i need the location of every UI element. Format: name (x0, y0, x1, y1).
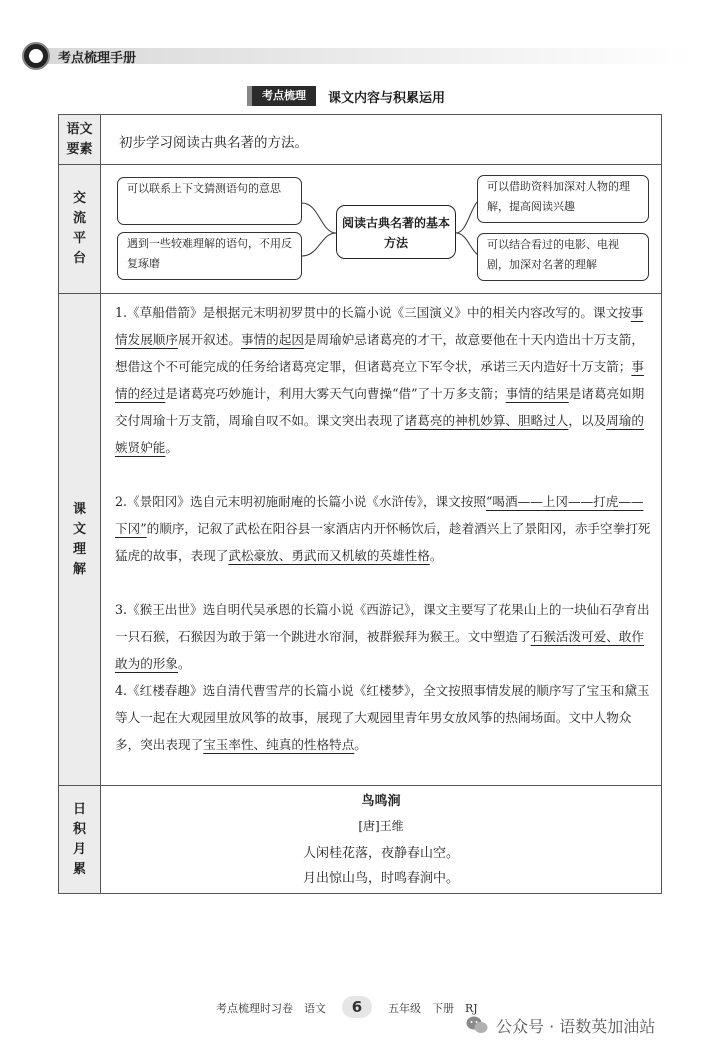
understanding-item-1 (115, 299, 655, 461)
brand-logo-icon (22, 42, 50, 70)
understanding-item-4 (115, 677, 655, 758)
text-run: 展开叙述。 (177, 332, 241, 347)
footer-left: 考点梳理时习卷 语文 (216, 1002, 326, 1015)
mindmap-left-node-2: 遇到一些较难理解的语句，不用反复琢磨 (117, 232, 302, 280)
section-title: 课文内容与积累运用 (328, 91, 446, 106)
row-label-accumulate: 日积月累 (59, 786, 101, 893)
poem-author: [唐]王维 (358, 819, 404, 833)
mindmap-right-node-1: 可以借助资料加深对人物的理解，提高阅读兴趣 (477, 175, 649, 223)
poem-line-2: 月出惊山鸟，时鸣春涧中。 (302, 871, 459, 886)
understanding-item-2 (115, 488, 655, 569)
text-run: 1.《草船借箭》是根据元末明初罗贯中的长篇小说《三国演义》中的相关内容改写的。课文按 (115, 305, 631, 320)
underlined-phrase: 事情的经过 (115, 359, 644, 401)
goal-text: 初步学习阅读古典名著的方法。 (119, 135, 308, 151)
underlined-phrase: 宝玉率性、纯真的性格特点 (203, 737, 355, 752)
page-header (22, 42, 702, 70)
text-run: 是诸葛亮如期交付周瑜十万支箭，周瑜自叹不如。课文突出表现了 (115, 386, 645, 428)
row-divider (59, 293, 661, 294)
row-label-goal: 语文要素 (59, 115, 101, 164)
underlined-phrase: 诸葛亮的神机妙算、胆略过人 (404, 413, 569, 428)
text-run: 是周瑜妒忌诸葛亮的才干，故意要他在十天内造出十万支箭，想借这个不可能完成的任务给诸葛亮定罪，但诸葛亮立下军令状，承诺三天内造好十万支箭； (115, 332, 644, 374)
text-run: ，以及 (568, 413, 607, 428)
watermark (466, 1010, 655, 1040)
understanding-item-3 (115, 596, 655, 677)
text-run: 3.《猴王出世》选自明代吴承恩的长篇小说《西游记》，课文主要写了花果山上的一块仙石孕育出一只石猴，石猴因为敢于第一个跳进水帘洞，被群猴拜为猴王。文中塑造了 (115, 602, 650, 644)
poem-line-1: 人闲桂花落，夜静春山空。 (302, 846, 459, 861)
header-title: 考点梳理手册 (58, 51, 137, 66)
page-number: 6 (342, 996, 372, 1018)
mindmap-center-node: 阅读古典名著的基本方法 (336, 205, 456, 259)
underlined-phrase: “喝酒——上冈——打虎——下冈” (115, 494, 644, 536)
underlined-phrase: 事情发展顺序 (115, 305, 644, 347)
text-run: 4.《红楼春趣》选自清代曹雪芹的长篇小说《红楼梦》，全文按照事情发展的顺序写了宝玉和黛玉等人一起在大观园里放风筝的故事，展现了大观园里青年男女放风筝的热闹场面。文中人物众多，突出表现了 (115, 683, 650, 752)
watermark-text: 公众号 · 语数英加油站 (496, 1016, 656, 1036)
text-run: 。 (165, 440, 178, 455)
text-run: 的顺序，记叙了武松在阳谷县一家酒店内开怀畅饮后，趁着酒兴上了景阳冈，赤手空拳打死猛虎的故事，表现了 (115, 521, 651, 563)
underlined-phrase: 武松豪放、勇武而又机敏的英雄性格 (228, 548, 430, 563)
underlined-phrase: 事情的起因 (240, 332, 304, 347)
mindmap-left-node-1: 可以联系上下文猜测语句的意思 (117, 177, 302, 225)
section-badge: 考点梳理 (252, 86, 316, 106)
text-run: 是诸葛亮巧妙施计，利用大雾天气向曹操“借”了十万多支箭； (165, 386, 506, 401)
text-run: 。 (177, 656, 191, 671)
underlined-phrase: 石猴活泼可爱、敢作敢为的形象 (115, 629, 644, 671)
text-run: 。 (354, 737, 367, 752)
underlined-phrase: 事情的结果 (505, 386, 569, 401)
text-run: 。 (429, 548, 443, 563)
text-run: 2.《景阳冈》选自元末明初施耐庵的长篇小说《水浒传》，课文按照 (115, 494, 486, 509)
underlined-phrase: 周瑜的嫉贤妒能 (115, 413, 644, 455)
row-label-understanding: 课文理解 (59, 294, 101, 785)
content-table (58, 114, 662, 894)
row-divider (59, 785, 661, 786)
mindmap-right-node-2: 可以结合看过的电影、电视剧，加深对名著的理解 (477, 233, 649, 281)
wechat-icon (466, 1015, 488, 1035)
poem-title: 鸟鸣涧 (361, 794, 401, 809)
footer-right: 五年级 下册 RJ (388, 1002, 478, 1015)
row-label-exchange: 交流平台 (59, 165, 101, 293)
